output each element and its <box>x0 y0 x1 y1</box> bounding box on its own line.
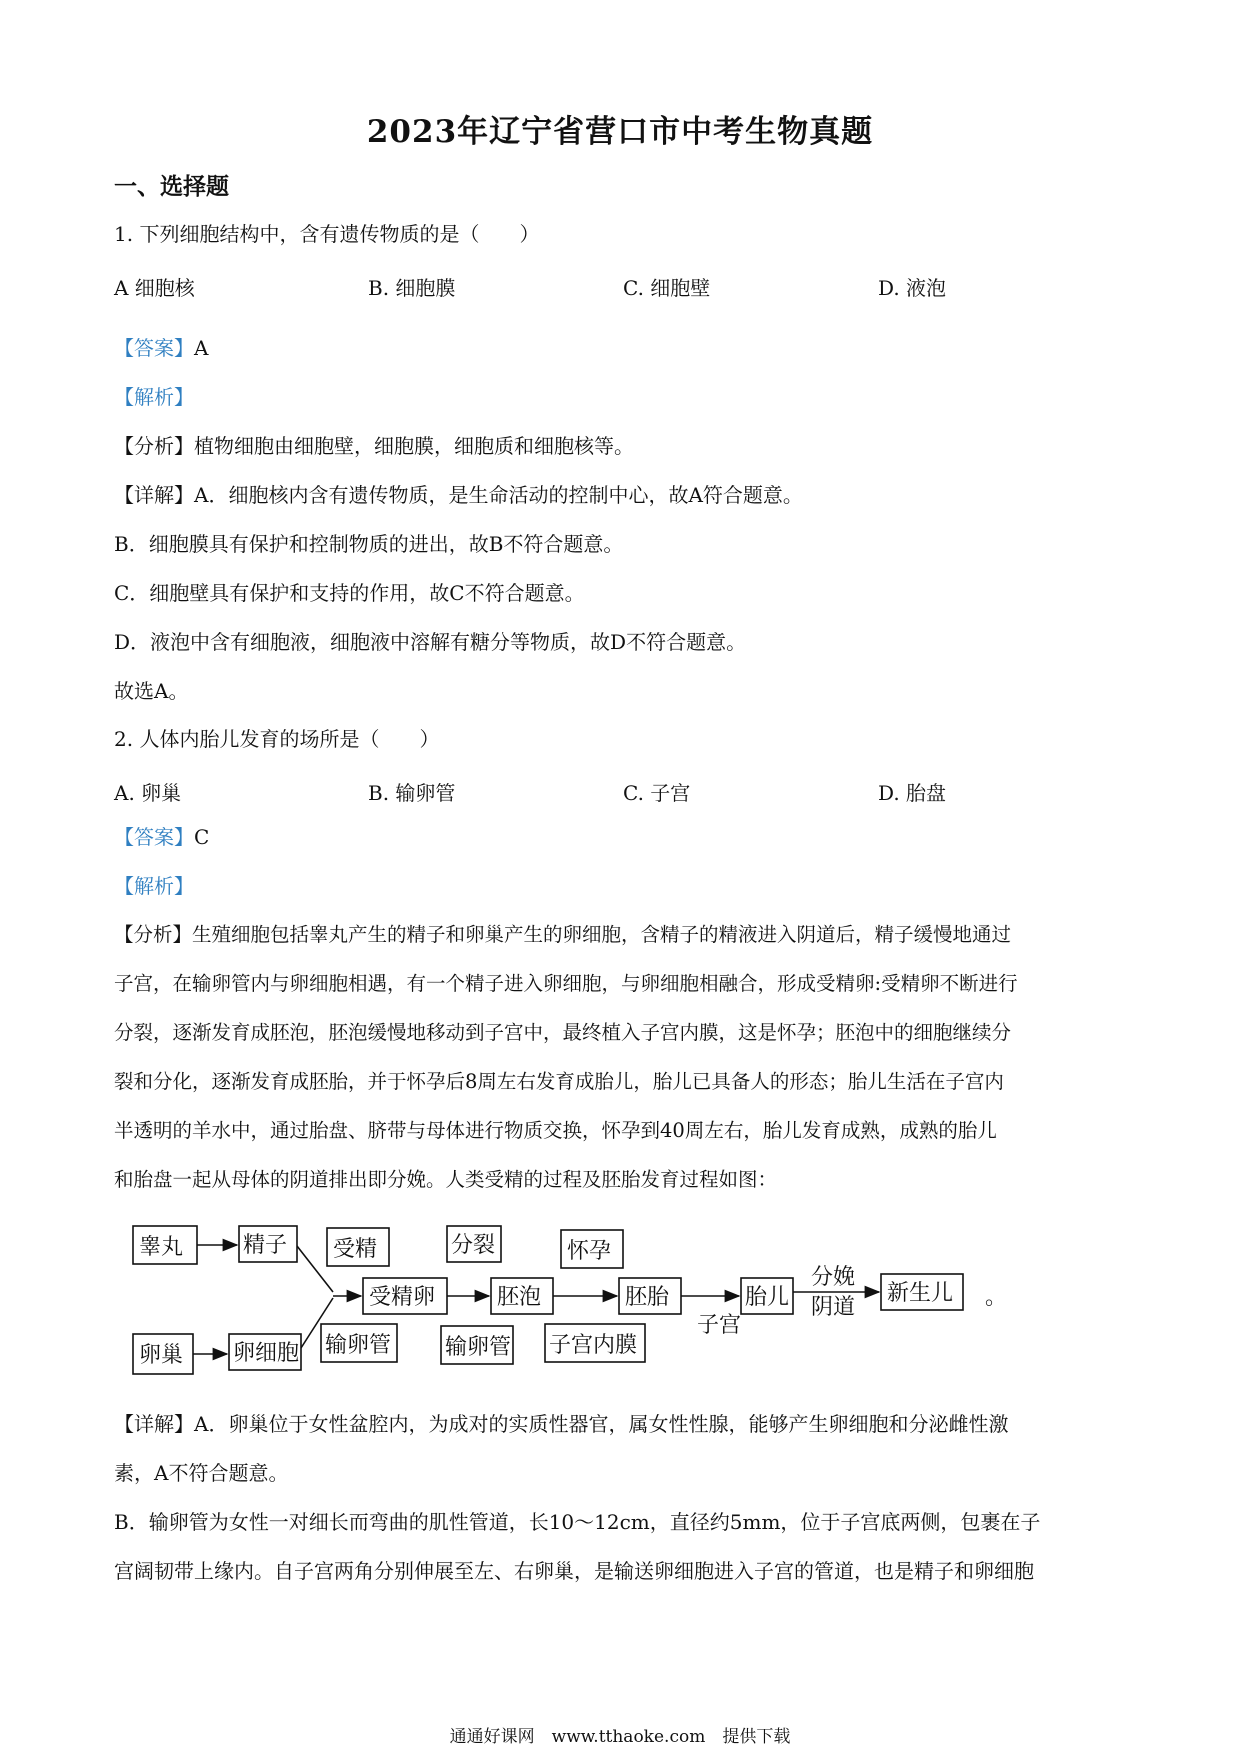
page-title: 2023年辽宁省营口市中考生物真题 <box>366 114 874 150</box>
answer-value: C <box>194 825 210 849</box>
q1-option-b: B. 细胞膜 <box>368 276 456 300</box>
q2-stem: 2. 人体内胎儿发育的场所是（ ） <box>114 727 440 751</box>
q2-fenxi-line: 裂和分化，逐渐发育成胚胎，并于怀孕后8周左右发育成胎儿，胎儿已具备人的形态；胎儿生活在子宫内 <box>114 1070 1004 1093</box>
label-gaowan: 睾丸 <box>139 1235 184 1260</box>
q1-option-d: D. 液泡 <box>878 276 947 300</box>
answer-tag: 【答案】 <box>114 336 194 360</box>
label-fenmian: 分娩 <box>811 1265 856 1290</box>
q1-stem: 1. 下列细胞结构中，含有遗传物质的是（ ） <box>114 222 540 246</box>
q2-option-b: B. 输卵管 <box>368 781 456 805</box>
label-taier: 胎儿 <box>745 1285 790 1310</box>
label-yindao: 阴道 <box>811 1295 856 1320</box>
q2-fenxi-line: 子宫，在输卵管内与卵细胞相遇，有一个精子进入卵细胞，与卵细胞相融合，形成受精卵:受精卵不断进行 <box>114 972 1018 995</box>
q2-answer <box>114 825 209 849</box>
label-peipao: 胚泡 <box>497 1285 542 1310</box>
q1-fenxi: 【分析】植物细胞由细胞壁，细胞膜，细胞质和细胞核等。 <box>114 434 634 458</box>
q2-xiangjie-line: 宫阔韧带上缘内。自子宫两角分别伸展至左、右卵巢，是输送卵细胞进入子宫的管道，也是精子和卵细胞 <box>114 1559 1034 1583</box>
label-shoujingluan: 受精卵 <box>369 1285 436 1310</box>
q1-explain-d: D．液泡中含有细胞液，细胞液中溶解有糖分等物质，故D不符合题意。 <box>114 630 747 654</box>
label-huaiyun: 怀孕 <box>567 1239 612 1264</box>
q1-option-a: A 细胞核 <box>114 276 195 300</box>
q2-fenxi-line: 【分析】生殖细胞包括睾丸产生的精子和卵巢产生的卵细胞，含精子的精液进入阴道后，精子缓慢地通过 <box>114 923 1012 946</box>
q1-conclusion: 故选A。 <box>114 679 189 703</box>
label-end-mark: 。 <box>985 1285 1008 1310</box>
q2-fenxi-line: 半透明的羊水中，通过胎盘、脐带与母体进行物质交换，怀孕到40周左右，胎儿发育成熟，成熟的胎儿 <box>114 1119 997 1142</box>
q2-option-d: D. 胎盘 <box>878 781 947 805</box>
q2-fenxi-line: 和胎盘一起从母体的阴道排出即分娩。人类受精的过程及胚胎发育过程如图： <box>114 1168 778 1191</box>
q2-xiangjie-line: 素，A不符合题意。 <box>114 1461 289 1485</box>
q2-option-a: A. 卵巢 <box>114 781 182 805</box>
label-zigongneimo: 子宫内膜 <box>549 1333 638 1358</box>
section-heading: 一、选择题 <box>114 173 229 200</box>
fertilization-diagram <box>125 1218 1025 1378</box>
label-zigong: 子宫 <box>697 1313 742 1338</box>
page-footer: 通通好课网 www.tthaoke.com 提供下载 <box>449 1727 791 1747</box>
q1-answer <box>114 336 208 360</box>
q1-explain-c: C．细胞壁具有保护和支持的作用，故C不符合题意。 <box>114 581 585 605</box>
label-shuluanguan1: 输卵管 <box>325 1333 392 1358</box>
q2-analysis-tag: 【解析】 <box>114 874 194 898</box>
q2-xiangjie-line: 【详解】A．卵巢位于女性盆腔内，为成对的实质性器官，属女性性腺，能够产生卵细胞和分泌雌性激 <box>114 1412 1009 1436</box>
label-xinsheng: 新生儿 <box>887 1281 954 1306</box>
q1-xiangjie: 【详解】A．细胞核内含有遗传物质，是生命活动的控制中心，故A符合题意。 <box>114 483 803 507</box>
q2-fenxi-line: 分裂，逐渐发育成胚泡，胚泡缓慢地移动到子宫中，最终植入子宫内膜，这是怀孕；胚泡中的细胞继续分 <box>114 1021 1012 1044</box>
q2-option-c: C. 子宫 <box>623 781 691 805</box>
q1-explain-b: B．细胞膜具有保护和控制物质的进出，故B不符合题意。 <box>114 532 624 556</box>
label-peitai: 胚胎 <box>625 1285 670 1310</box>
answer-tag: 【答案】 <box>114 825 194 849</box>
answer-value: A <box>194 336 209 360</box>
q2-xiangjie-line: B．输卵管为女性一对细长而弯曲的肌性管道，长10～12cm，直径约5mm，位于子宫底两侧，包裹在子 <box>114 1510 1041 1534</box>
q1-option-c: C. 细胞壁 <box>623 276 711 300</box>
label-shoujing: 受精 <box>333 1237 378 1262</box>
label-shuluanguan2: 输卵管 <box>445 1335 512 1360</box>
label-fenlie: 分裂 <box>451 1233 496 1258</box>
label-luanxibao: 卵细胞 <box>233 1341 300 1366</box>
q1-analysis-tag: 【解析】 <box>114 385 194 409</box>
label-luanchao: 卵巢 <box>139 1343 184 1368</box>
label-jingzi: 精子 <box>243 1233 288 1258</box>
